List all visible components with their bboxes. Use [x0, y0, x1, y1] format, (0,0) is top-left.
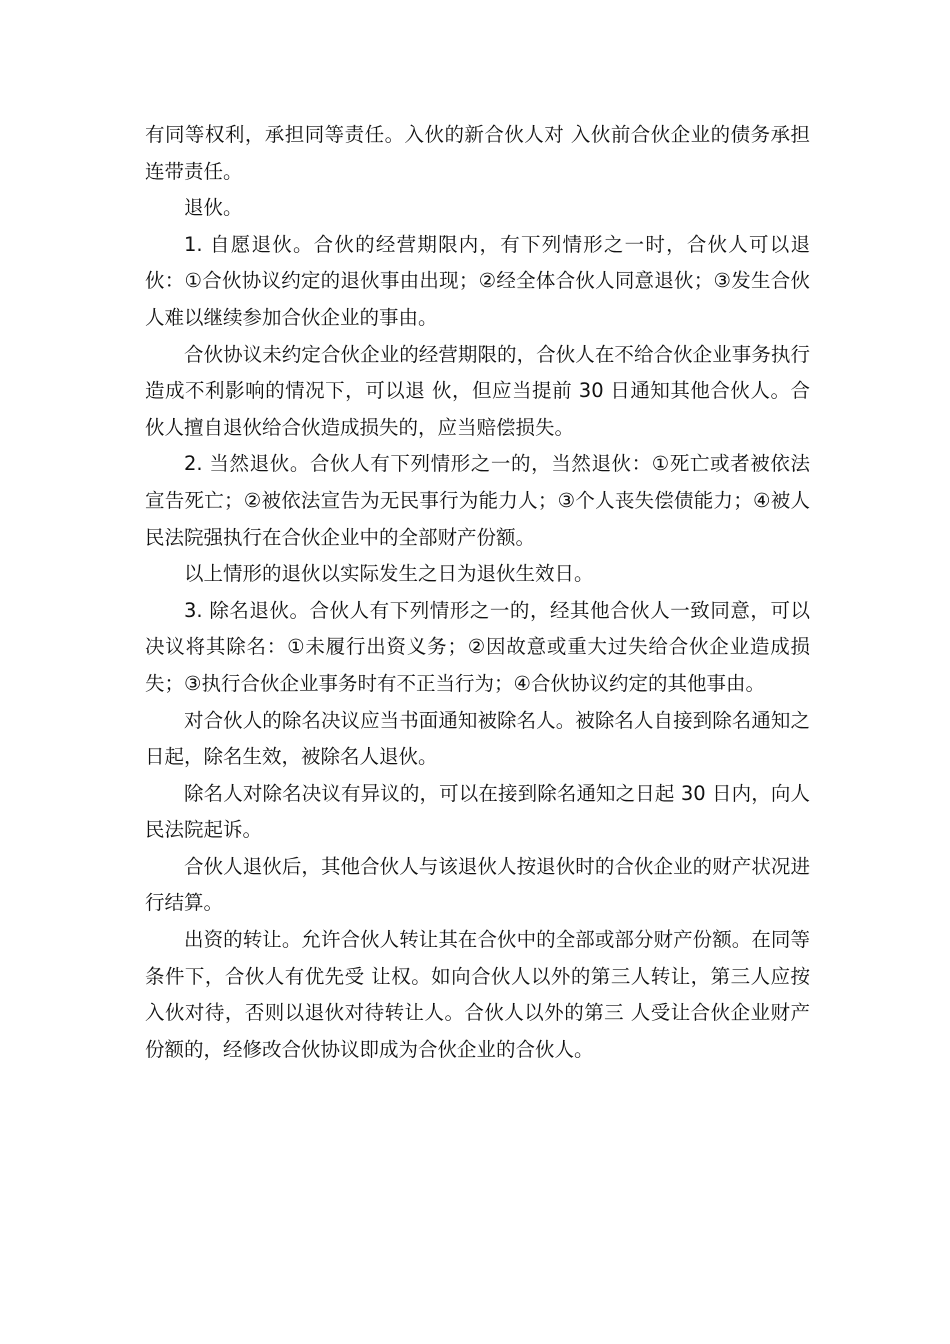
paragraph-11: 出资的转让。允许合伙人转让其在合伙中的全部或部分财产份额。在同等条件下，合伙人有优先受 让权。如向合伙人以外的第三人转让，第三人应按入伙对待，否则以退伙对待转让人。合伙人以外的第三 人受让合伙企业财产份额的，经修改合伙协议即成为合伙企业的合伙人。	[145, 928, 810, 1061]
paragraph-2: 退伙。	[184, 196, 243, 220]
paragraph-8: 对合伙人的除名决议应当书面通知被除名人。被除名人自接到除名通知之日起，除名生效，被除名人退伙。	[145, 708, 810, 769]
paragraph-7: 3. 除名退伙。合伙人有下列情形之一的，经其他合伙人一致同意，可以决议将其除名：①未履行出资义务；②因故意或重大过失给合伙企业造成损失；③执行合伙企业事务时有不正当行为；④合伙协议约定的其他事由。	[145, 598, 810, 695]
paragraph-1: 有同等权利，承担同等责任。入伙的新合伙人对 入伙前合伙企业的债务承担连带责任。	[145, 123, 810, 183]
paragraph-3: 1. 自愿退伙。合伙的经营期限内，有下列情形之一时，合伙人可以退伙：①合伙协议约定的退伙事由出现；②经全体合伙人同意退伙；③发生合伙人难以继续参加合伙企业的事由。	[145, 232, 810, 329]
paragraph-6: 以上情形的退伙以实际发生之日为退伙生效日。	[184, 562, 594, 586]
document-body	[145, 117, 810, 1068]
paragraph-10: 合伙人退伙后，其他合伙人与该退伙人按退伙时的合伙企业的财产状况进行结算。	[145, 854, 810, 915]
paragraph-4: 合伙协议未约定合伙企业的经营期限的，合伙人在不给合伙企业事务执行造成不利影响的情况下，可以退 伙，但应当提前 30 日通知其他合伙人。合伙人擅自退伙给合伙造成损失的，应当赔偿损失。	[145, 342, 810, 439]
paragraph-9: 除名人对除名决议有异议的，可以在接到除名通知之日起 30 日内，向人民法院起诉。	[145, 781, 810, 842]
paragraph-5: 2. 当然退伙。合伙人有下列情形之一的，当然退伙：①死亡或者被依法宣告死亡；②被依法宣告为无民事行为能力人；③个人丧失偿债能力；④被人民法院强执行在合伙企业中的全部财产份额。	[145, 452, 810, 549]
